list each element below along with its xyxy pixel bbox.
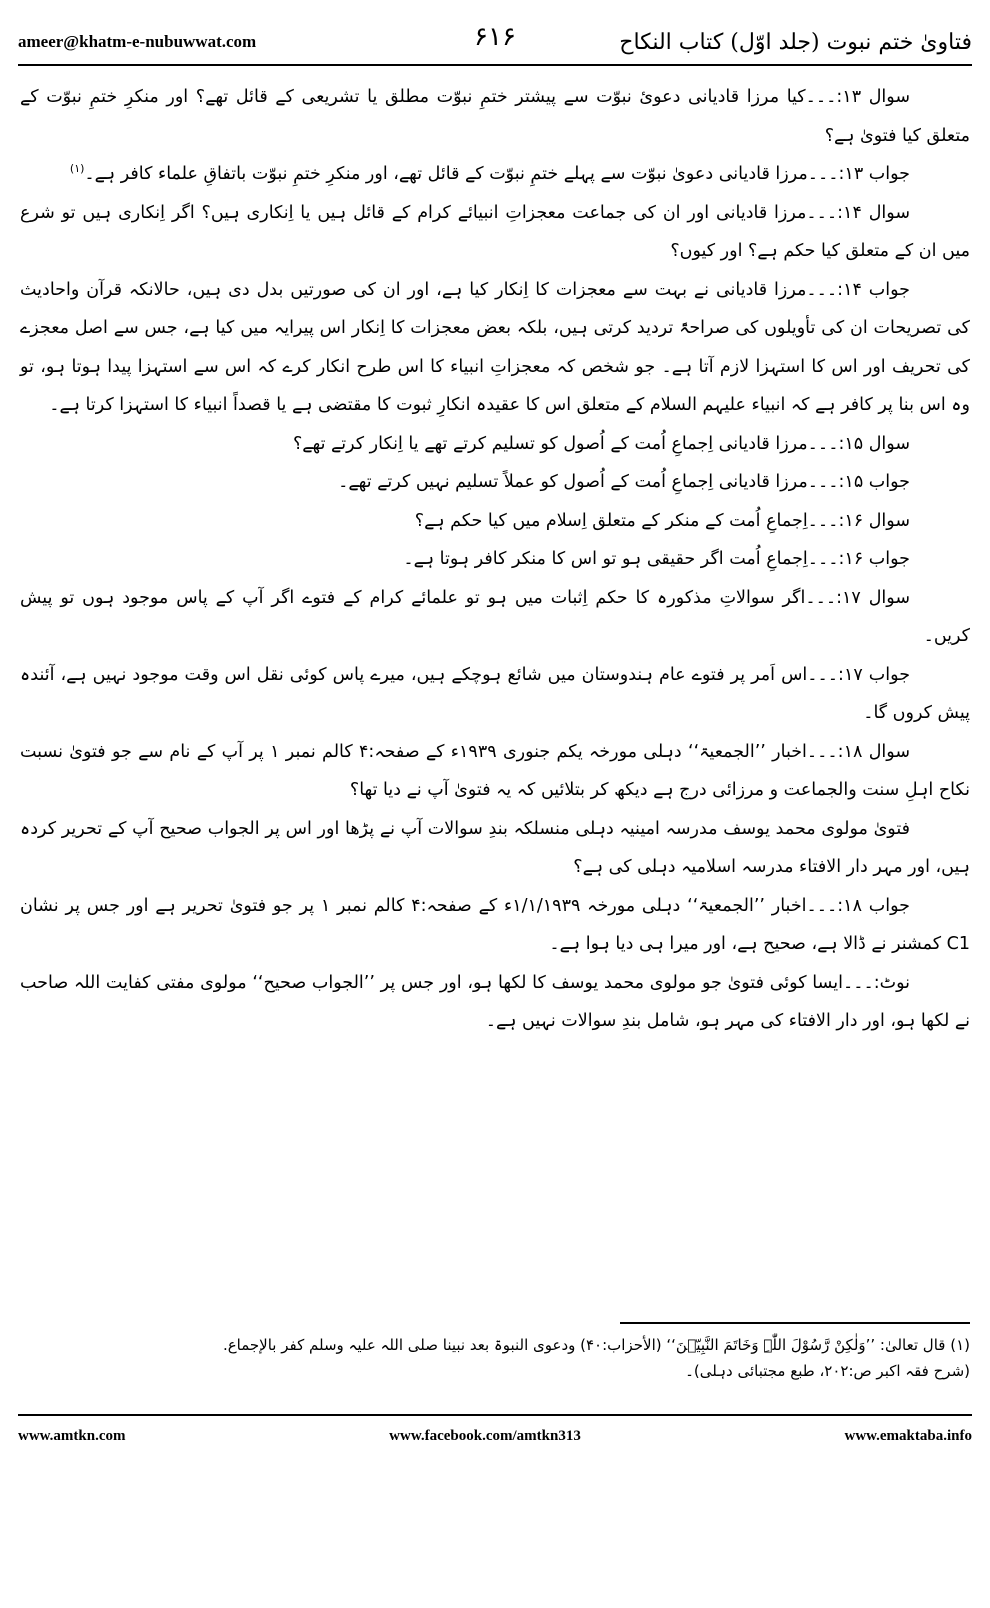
page-header (18, 22, 972, 62)
question-14: سوال ۱۴:۔۔۔مرزا قادیانی اور ان کی جماعت معجزاتِ انبیائے کرام کے قائل ہیں یا اِنکاری ہیں؟ اگر اِنکاری ہیں تو شرع میں ان کے متعلق کیا حکم ہے؟ اور کیوں؟ (20, 202, 970, 261)
question-16: سوال ۱۶:۔۔۔اِجماعِ اُمت کے منکر کے متعلق اِسلام میں کیا حکم ہے؟ (414, 510, 910, 531)
page-number: ۶۱۶ (474, 22, 516, 52)
footnote-1-reference: (شرح فقہ اکبر ص:۲۰۲، طبع مجتبائی دہلی)۔ (685, 1362, 970, 1380)
answer-13-text: جواب ۱۳:۔۔۔مرزا قادیانی دعویٰ نبوّت سے پہلے ختمِ نبوّت کے قائل تھے، اور منکرِ ختمِ نبوّت باتفاقِ علماء کافر ہے۔ (84, 164, 910, 184)
footer-link-right[interactable]: www.emaktaba.info (844, 1427, 972, 1444)
answer-18: جواب ۱۸:۔۔۔اخبار ’’الجمعیۃ‘‘ دہلی مورخہ ۱/۱/۱۹۳۹ء کے صفحہ:۴ کالم نمبر ۱ پر جو فتویٰ تحریر ہے اور جس پر نشان C1 کمشنر نے ڈالا ہے، صحیح ہے، اور میرا ہی دیا ہوا ہے۔ (20, 895, 970, 954)
footnotes (20, 1332, 970, 1384)
answer-13 (20, 155, 970, 194)
book-title: فتاویٰ ختم نبوت (جلد اوّل) کتاب النکاح (619, 29, 972, 55)
question-18: سوال ۱۸:۔۔۔اخبار ’’الجمعیۃ‘‘ دہلی مورخہ یکم جنوری ۱۹۳۹ء کے صفحہ:۴ کالم نمبر ۱ پر آپ کے نام سے جو فتویٰ نسبت نکاح اہلِ سنت والجماعت و مرزائی درج ہے دیکھ کر بتلائیں کہ یہ فتویٰ آپ نے دیا تھا؟ (20, 741, 970, 800)
question-15: سوال ۱۵:۔۔۔مرزا قادیانی اِجماعِ اُمت کے اُصول کو تسلیم کرتے تھے یا اِنکار کرتے تھے؟ (292, 433, 910, 454)
answer-15: جواب ۱۵:۔۔۔مرزا قادیانی اِجماعِ اُمت کے اُصول کو عملاً تسلیم نہیں کرتے تھے۔ (338, 472, 910, 492)
answer-16: جواب ۱۶:۔۔۔اِجماعِ اُمت اگر حقیقی ہو تو اس کا منکر کافر ہوتا ہے۔ (403, 549, 910, 569)
question-18-continued: فتویٰ مولوی محمد یوسف مدرسہ امینیہ دہلی منسلکہ بندِ سوالات آپ نے پڑھا اور اس پر الجواب صحیح آپ کے تحریر کردہ ہیں، اور مہر دار الافتاء مدرسہ اسلامیہ دہلی کی ہے؟ (20, 818, 970, 877)
footer-link-center[interactable]: www.facebook.com/amtkn313 (389, 1427, 581, 1444)
header-rule (18, 64, 972, 66)
page-footer (18, 1422, 972, 1450)
footnote-ref: (۱) (69, 162, 85, 176)
footnote-rule (620, 1322, 970, 1324)
header-email: ameer@khatm-e-nubuwwat.com (18, 32, 257, 51)
answer-17: جواب ۱۷:۔۔۔اس اَمر پر فتوے عام ہندوستان میں شائع ہوچکے ہیں، میرے پاس کوئی نقل اس وقت موجود نہیں ہے، آئندہ پیش کروں گا۔ (20, 664, 970, 723)
question-17: سوال ۱۷:۔۔۔اگر سوالاتِ مذکورہ کا حکم اِثبات میں ہو تو علمائے کرام کے فتوے اگر آپ کے پاس موجود ہوں تو پیش کریں۔ (20, 587, 970, 646)
answer-14: جواب ۱۴:۔۔۔مرزا قادیانی نے بہت سے معجزات کا اِنکار کیا ہے، اور ان کی صورتیں بدل دی ہیں، حالانکہ قرآن واحادیث کی تصریحات ان کی تأویلوں کی صراحۃً تردید کرتی ہیں، بلکہ بعض معجزات کا اِنکار اس پیرایہ میں کیا ہے، جس سے اصل معجزے کی تحریف اور اس کا استہزا لازم آتا ہے۔ جو شخص کہ معجزاتِ انبیاء کا اس طرح انکار کرے کہ اس سے استہزا پیدا ہوتا ہو، تو وہ اس بنا پر کافر ہے کہ انبیاء علیہم السلام کے متعلق اس کا عقیدہ انکارِ ثبوت کا مقتضی ہے یا قصداً انبیاء کا استہزا کرتا ہے۔ (20, 279, 970, 415)
question-13: سوال ۱۳:۔۔۔کیا مرزا قادیانی دعویٔ نبوّت سے پیشتر ختمِ نبوّت مطلق یا تشریعی کے قائل تھے؟ اور منکرِ ختمِ نبوّت کے متعلق کیا فتویٰ ہے؟ (20, 87, 970, 146)
footer-link-left[interactable]: www.amtkn.com (18, 1427, 126, 1444)
note: نوٹ:۔۔۔ایسا کوئی فتویٰ جو مولوی محمد یوسف کا لکھا ہو، اور جس پر ’’الجواب صحیح‘‘ مولوی مفتی کفایت اللہ صاحب نے لکھا ہو، اور دار الافتاء کی مہر ہو، شامل بندِ سوالات نہیں ہے۔ (20, 972, 970, 1031)
footer-rule (18, 1414, 972, 1416)
footnote-1: (۱) قال تعالیٰ: ’’وَلٰکِنْ رَّسُوْلَ اللّٰہِ وَخَاتَمَ النَّبِیّٖنَ‘‘ (الأحزاب:۴۰) ودعوی النبوۃ بعد نبینا صلی اللہ علیہ وسلم کفر بالإجماع. (222, 1336, 970, 1354)
